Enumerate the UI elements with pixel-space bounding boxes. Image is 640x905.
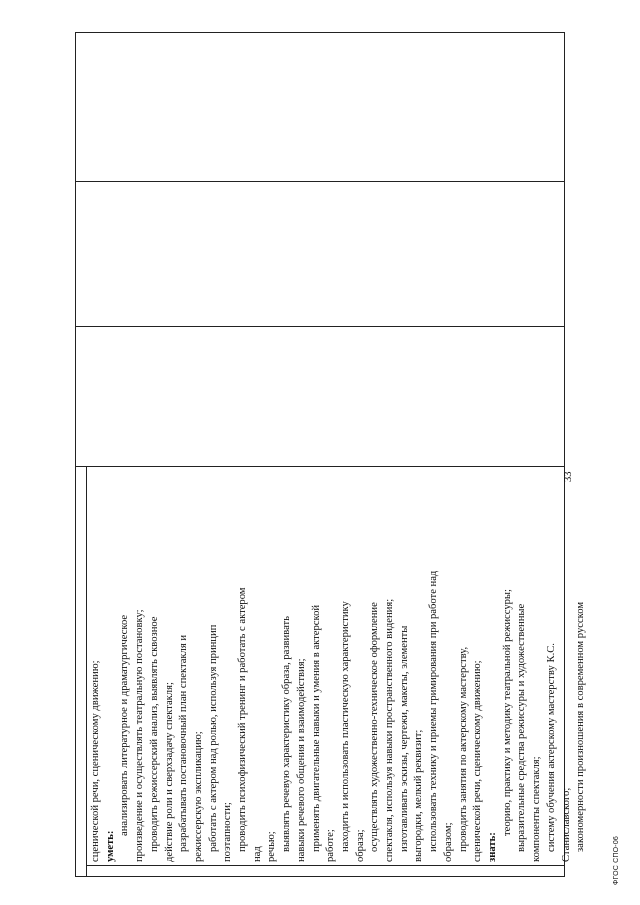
text-line: теорию, практику и методику театральной режиссуры;	[501, 589, 513, 836]
text-line: осуществлять художественно-техническое оформление	[369, 602, 381, 852]
document-footer: ФГОС СПО-06	[613, 835, 620, 885]
text-line: применять двигательные навыки и умения в актерской	[310, 604, 322, 852]
text-line: находить и использовать пластическую характеристику	[339, 601, 351, 852]
empty-column-2	[76, 326, 564, 466]
text-line: проводить занятия по актерскому мастерству,	[457, 646, 469, 852]
text-line: закономерности произношения в современном русском	[575, 601, 587, 852]
text-line: изготавливать эскизы, чертежи, макеты, элементы	[398, 625, 410, 852]
text-line: речью;	[266, 831, 278, 862]
text-line: произведение и осуществлять театральную постановку;	[134, 609, 146, 862]
text-line: использовать технику и приемы гримирования при работе над	[428, 570, 440, 852]
column-header-strip	[76, 467, 87, 876]
text-line: систему обучения актерскому мастерству К.С.	[545, 643, 557, 852]
text-line: образом;	[442, 822, 454, 862]
rotated-page	[75, 32, 620, 885]
text-line: поэтапности;	[222, 802, 234, 862]
text-line: анализировать литературное и драматургическое	[119, 614, 131, 836]
text-line: компоненты спектакля;	[531, 756, 543, 862]
text-line: спектакля, используя навыки пространственного видения;	[384, 598, 396, 862]
empty-column-4	[76, 33, 564, 181]
text-line: работать с актером над ролью, используя принцип	[207, 624, 219, 852]
text-line: режиссерскую экспликацию;	[192, 731, 204, 862]
text-line: над	[251, 846, 263, 862]
text-line-heading-znat: знать:	[486, 832, 498, 862]
text-line: выявлять речевую характеристику образа, развивать	[281, 616, 293, 852]
text-line: выразительные средства режиссуры и художественные	[516, 603, 528, 852]
empty-column-3	[76, 181, 564, 326]
text-line: проводить психофизический тренинг и работать с актером	[237, 587, 249, 852]
page-number: 33	[563, 471, 574, 482]
text-line: образа;	[354, 829, 366, 862]
text-line: проводить режиссерский анализ, выявлять сквозное	[148, 616, 160, 852]
text-line: сценической речи, сценическому движению;	[90, 660, 101, 862]
narrow-left-subcolumn	[87, 865, 564, 876]
text-line-heading-umet: уметь:	[104, 830, 116, 862]
text-line: работе;	[325, 829, 337, 862]
text-line: разрабатывать постановочный план спектакля и	[178, 634, 190, 852]
text-line: сценической речи, сценическому движению;	[472, 660, 484, 862]
text-line: действие роли и сверхзадачу спектакля;	[163, 682, 175, 862]
text-line: навыки речевого общения и взаимодействия;	[295, 658, 307, 862]
text-line: Станиславского;	[560, 787, 572, 862]
text-line: выгородки, мелкий реквизит;	[413, 729, 425, 862]
